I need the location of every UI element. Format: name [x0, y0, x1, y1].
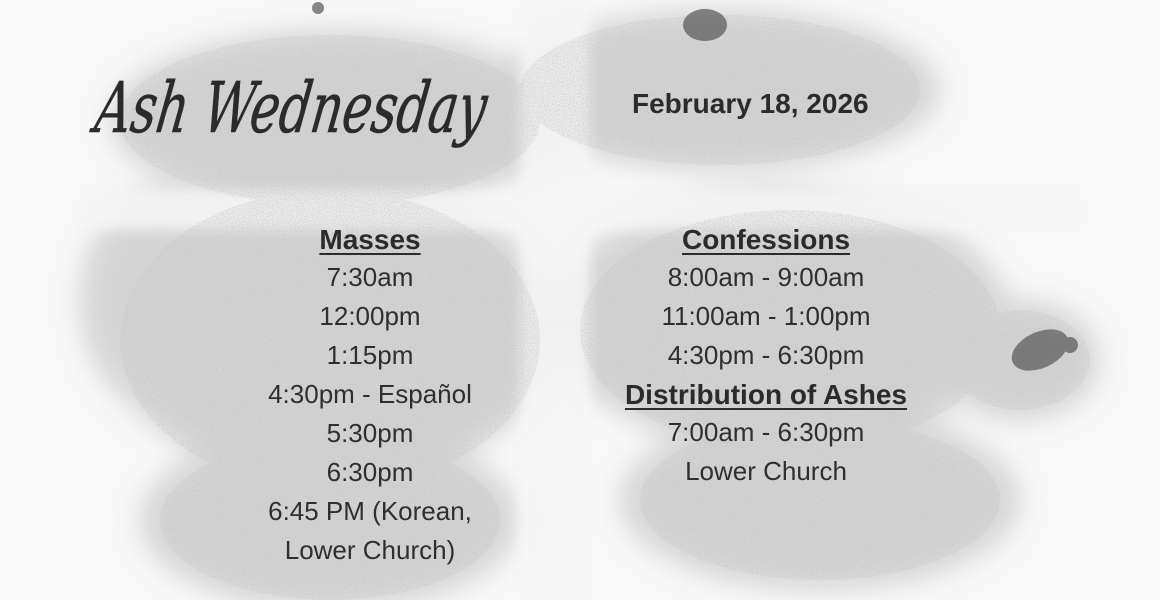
confessions-heading: Confessions	[681, 224, 851, 255]
mass-time: 6:30pm	[326, 457, 414, 487]
ashes-time: 7:00am - 6:30pm	[667, 417, 865, 447]
confession-time: 8:00am - 9:00am	[667, 262, 865, 292]
page-title	[90, 40, 657, 190]
mass-time: 7:30am	[326, 262, 414, 292]
event-date: February 18, 2026	[632, 88, 869, 119]
ashes-heading: Distribution of Ashes	[624, 379, 908, 410]
confession-time: 4:30pm - 6:30pm	[667, 340, 865, 370]
mass-time: 12:00pm	[319, 301, 421, 331]
mass-time: 4:30pm - Español	[268, 379, 472, 409]
script-title-lettering	[90, 40, 657, 190]
mass-time: Lower Church)	[284, 535, 456, 565]
confessions-section	[566, 222, 966, 491]
masses-section	[220, 222, 520, 570]
mass-time: 5:30pm	[326, 418, 414, 448]
masses-heading: Masses	[319, 224, 421, 255]
ashes-location: Lower Church	[685, 456, 847, 486]
confession-time: 11:00am - 1:00pm	[661, 301, 871, 331]
mass-time: 6:45 PM (Korean,	[268, 496, 472, 526]
svg-text:Ash Wednesday: Ash Wednesday	[90, 67, 657, 149]
mass-time: 1:15pm	[326, 340, 414, 370]
